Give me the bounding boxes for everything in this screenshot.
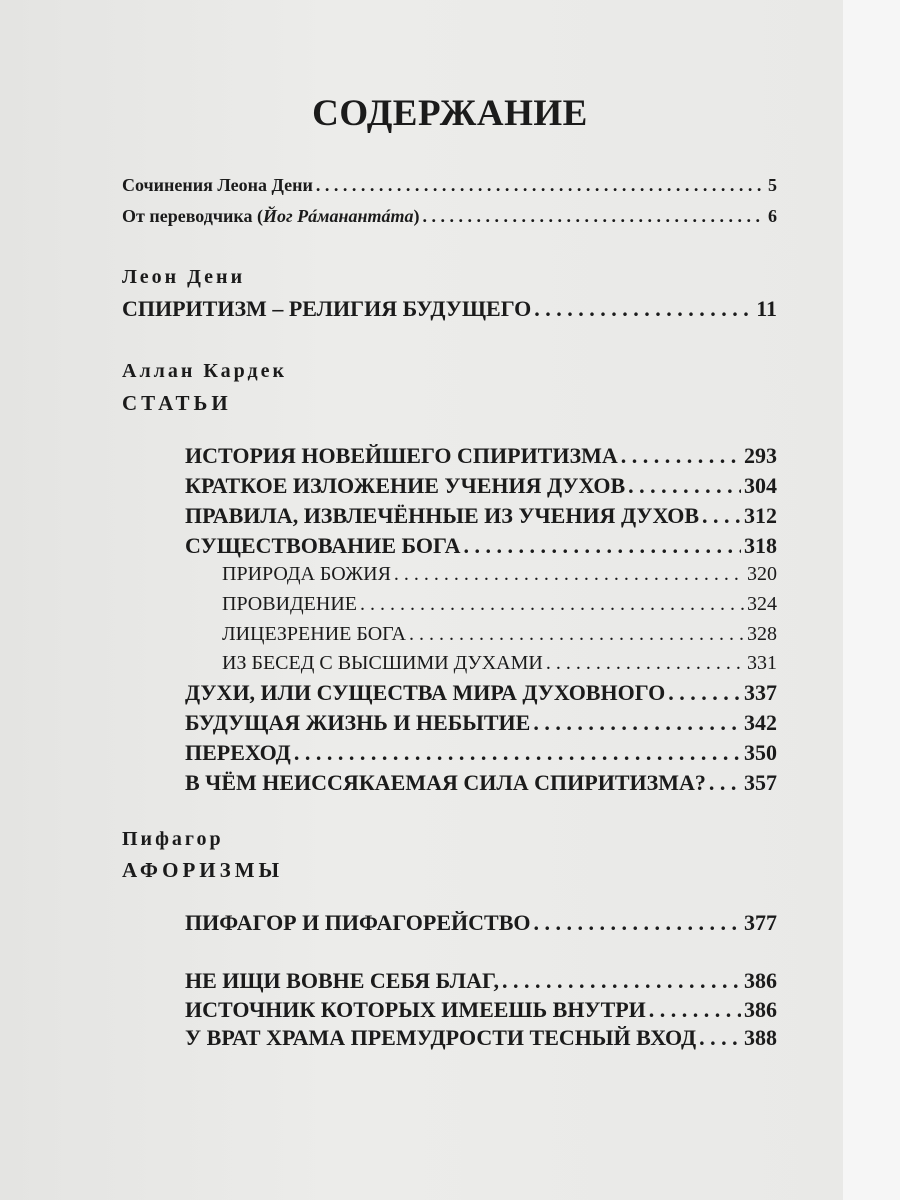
leader-dots — [394, 563, 744, 586]
toc-entry: ИСТОЧНИК КОТОРЫХ ИМЕЕШЬ ВНУТРИ . . . 386 — [185, 997, 777, 1023]
leader-dots — [534, 910, 742, 936]
toc-subentry: ИЗ БЕСЕД С ВЫСШИМИ ДУХАМИ . . . 331 — [222, 652, 777, 675]
leader-dots — [360, 593, 744, 616]
leader-dots — [628, 473, 741, 499]
leader-dots — [464, 533, 742, 559]
leader-dots — [702, 503, 741, 529]
toc-entry: ДУХИ, ИЛИ СУЩЕСТВА МИРА ДУХОВНОГО . . . 337 — [185, 680, 777, 706]
toc-entry: СПИРИТИЗМ – РЕЛИГИЯ БУДУЩЕГО . . . 11 — [122, 296, 777, 322]
toc-entry: В ЧЁМ НЕИССЯКАЕМАЯ СИЛА СПИРИТИЗМА? . . . 357 — [185, 770, 777, 796]
section-heading: АФОРИЗМЫ — [122, 858, 284, 882]
leader-dots — [409, 623, 744, 646]
leader-dots — [316, 175, 765, 196]
toc-entry: От переводчика (Йог Рáманантáта) . . . 6 — [122, 206, 777, 227]
leader-dots — [649, 997, 741, 1023]
leader-dots — [668, 680, 741, 706]
toc-entry: БУДУЩАЯ ЖИЗНЬ И НЕБЫТИЕ . . . 342 — [185, 710, 777, 736]
leader-dots — [546, 652, 744, 675]
toc-entry: У ВРАТ ХРАМА ПРЕМУДРОСТИ ТЕСНЫЙ ВХОД . . . 388 — [185, 1025, 777, 1051]
leader-dots — [621, 443, 741, 469]
toc-subentry: ПРОВИДЕНИЕ . . . 324 — [222, 593, 777, 616]
page-title: СОДЕРЖАНИЕ — [312, 93, 588, 134]
leader-dots — [502, 968, 741, 994]
toc-entry: ИСТОРИЯ НОВЕЙШЕГО СПИРИТИЗМА . . . 293 — [185, 443, 777, 469]
toc-subentry: ПРИРОДА БОЖИЯ . . . 320 — [222, 563, 777, 586]
toc-entry: НЕ ИЩИ ВОВНЕ СЕБЯ БЛАГ, . . . 386 — [185, 968, 777, 994]
toc-entry: Сочинения Леона Дени . . . 5 — [122, 175, 777, 196]
page-edge — [843, 0, 900, 1200]
toc-entry: КРАТКОЕ ИЗЛОЖЕНИЕ УЧЕНИЯ ДУХОВ . . . 304 — [185, 473, 777, 499]
leader-dots — [422, 206, 765, 227]
toc-entry: ПИФАГОР И ПИФАГОРЕЙСТВО . . . 377 — [185, 910, 777, 936]
leader-dots — [294, 740, 741, 766]
toc-entry: ПЕРЕХОД . . . 350 — [185, 740, 777, 766]
toc-entry: ПРАВИЛА, ИЗВЛЕЧЁННЫЕ ИЗ УЧЕНИЯ ДУХОВ . . . 312 — [185, 503, 777, 529]
toc-entry: СУЩЕСТВОВАНИЕ БОГА . . . 318 — [185, 533, 777, 559]
section-heading: СТАТЬИ — [122, 391, 232, 415]
leader-dots — [533, 710, 741, 736]
leader-dots — [534, 296, 753, 322]
author-heading: Леон Дени — [122, 266, 246, 288]
author-heading: Аллан Кардек — [122, 360, 288, 382]
leader-dots — [709, 770, 741, 796]
toc-subentry: ЛИЦЕЗРЕНИЕ БОГА . . . 328 — [222, 623, 777, 646]
author-heading: Пифагор — [122, 828, 224, 850]
leader-dots — [699, 1025, 741, 1051]
